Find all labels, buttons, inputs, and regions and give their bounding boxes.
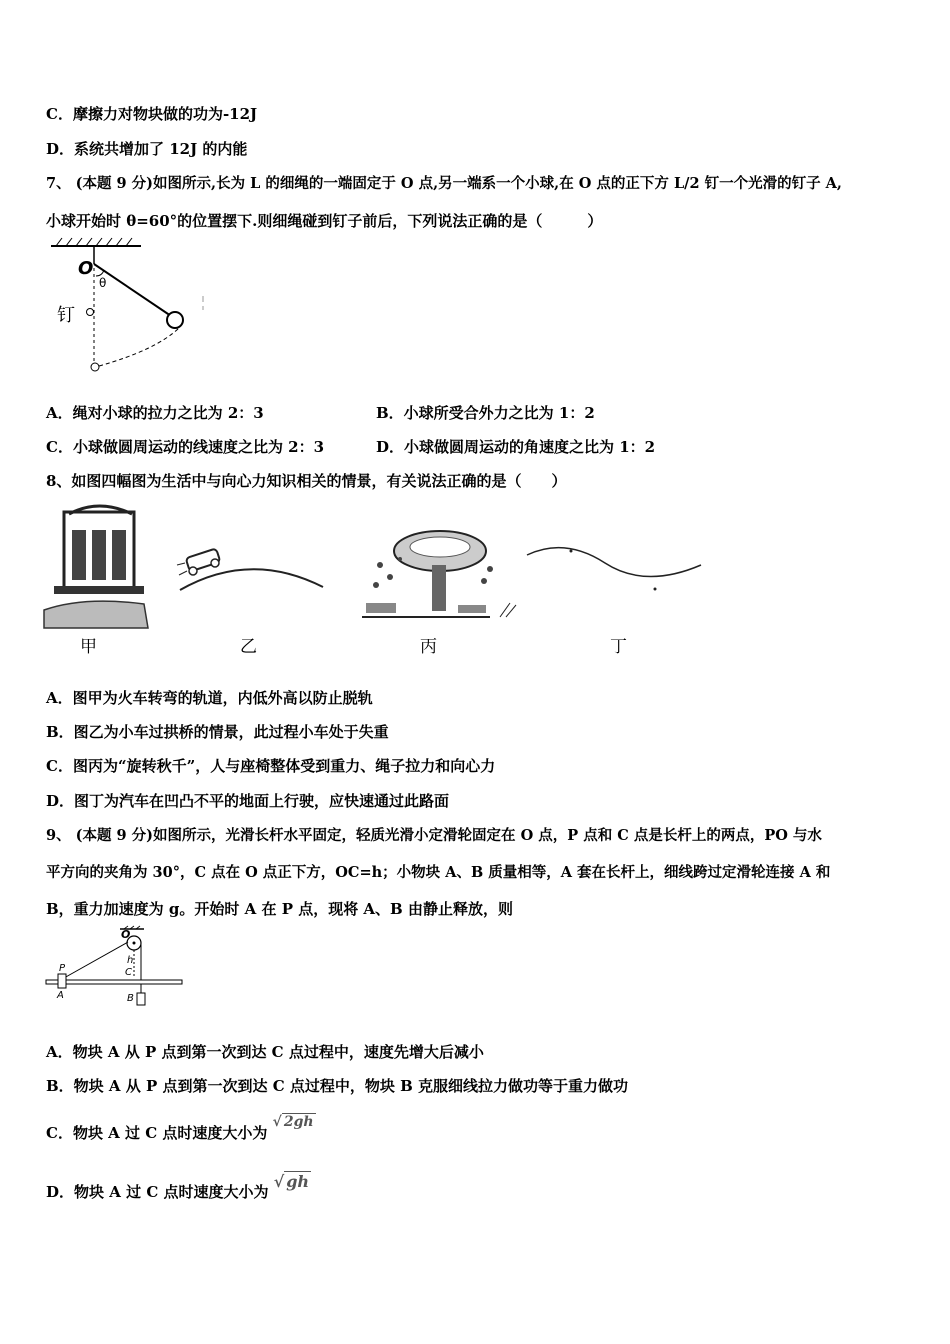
q7-stem-2: 小球开始时 θ=60°的位置摆下.则细绳碰到钉子前后，下列说法正确的是（ ） bbox=[46, 212, 603, 230]
q7-stem-1: 7、 (本题 9 分)如图所示,长为 L 的细绳的一端固定于 O 点,另一端系一个小球,在 O 点的正下方 L/2 钉一个光滑的钉子 A, bbox=[46, 175, 842, 192]
q9-option-c-sqrt: √ 2gh bbox=[272, 1114, 314, 1130]
q8-option-d: D．图丁为汽车在凹凸不平的地面上行驶，应快速通过此路面 bbox=[46, 792, 450, 810]
q8-caption-2: 乙 bbox=[240, 637, 257, 657]
q9-option-a: A．物块 A 从 P 点到第一次到达 C 点过程中，速度先增大后减小 bbox=[46, 1043, 484, 1061]
q9-option-d-value: gh bbox=[286, 1172, 310, 1191]
q7-option-d: D．小球做圆周运动的角速度之比为 1：2 bbox=[376, 438, 656, 456]
q9-label-b: B bbox=[127, 993, 134, 1004]
q8-caption-4: 丁 bbox=[610, 637, 627, 657]
option-d-prev: D．系统共增加了 12J 的内能 bbox=[46, 140, 248, 158]
q9-label-a: A bbox=[57, 990, 64, 1001]
option-c-prev: C．摩擦力对物块做的功为-12J bbox=[46, 105, 258, 123]
q8-figure-road bbox=[525, 545, 705, 600]
q8-figure-bridge bbox=[175, 535, 325, 595]
q9-option-d-sqrt: √ gh bbox=[273, 1172, 310, 1191]
q7-label-theta: θ bbox=[99, 276, 107, 290]
q7-option-c: C．小球做圆周运动的线速度之比为 2：3 bbox=[46, 438, 325, 456]
q8-caption-3: 丙 bbox=[420, 637, 437, 657]
q9-label-c: C bbox=[125, 967, 132, 978]
q8-caption-1: 甲 bbox=[80, 637, 97, 657]
q7-label-nail: 钉 bbox=[57, 305, 75, 326]
q9-stem-3: B，重力加速度为 g。开始时 A 在 P 点，现将 A、B 由静止释放，则 bbox=[46, 900, 513, 918]
q8-figure-swing bbox=[360, 525, 520, 625]
q8-stem: 8、如图四幅图为生活中与向心力知识相关的情景，有关说法正确的是（ ） bbox=[46, 472, 567, 490]
q7-option-a: A．绳对小球的拉力之比为 2：3 bbox=[46, 404, 264, 422]
q8-option-a: A．图甲为火车转弯的轨道，内低外高以防止脱轨 bbox=[46, 689, 373, 707]
q9-option-c-value: 2gh bbox=[283, 1114, 314, 1130]
q9-option-c-text: C．物块 A 过 C 点时速度大小为 bbox=[46, 1124, 268, 1142]
q9-option-d-text: D．物块 A 过 C 点时速度大小为 bbox=[46, 1183, 269, 1201]
q9-stem-1: 9、 (本题 9 分)如图所示，光滑长杆水平固定，轻质光滑小定滑轮固定在 O 点，P 点和 C 点是长杆上的两点，PO 与水 bbox=[46, 827, 822, 844]
q7-label-o: O bbox=[78, 258, 94, 279]
q7-option-b: B．小球所受合外力之比为 1：2 bbox=[376, 404, 595, 422]
q8-figure-train bbox=[44, 500, 148, 628]
q9-pulley-figure bbox=[44, 926, 189, 1008]
q9-stem-2: 平方向的夹角为 30°，C 点在 O 点正下方，OC=h；小物块 A、B 质量相等，A 套在长杆上，细线跨过定滑轮连接 A 和 bbox=[46, 864, 831, 881]
q9-label-o: O bbox=[121, 928, 131, 941]
q8-option-c: C．图丙为“旋转秋千”，人与座椅整体受到重力、绳子拉力和向心力 bbox=[46, 757, 496, 775]
q8-option-b: B．图乙为小车过拱桥的情景，此过程小车处于失重 bbox=[46, 723, 389, 741]
q9-label-p: P bbox=[59, 963, 66, 974]
q9-option-d bbox=[46, 1172, 311, 1202]
q9-label-h: h bbox=[127, 955, 134, 966]
q9-option-b: B．物块 A 从 P 点到第一次到达 C 点过程中，物块 B 克服细线拉力做功等于重力做功 bbox=[46, 1077, 628, 1095]
q9-option-c bbox=[46, 1114, 316, 1143]
